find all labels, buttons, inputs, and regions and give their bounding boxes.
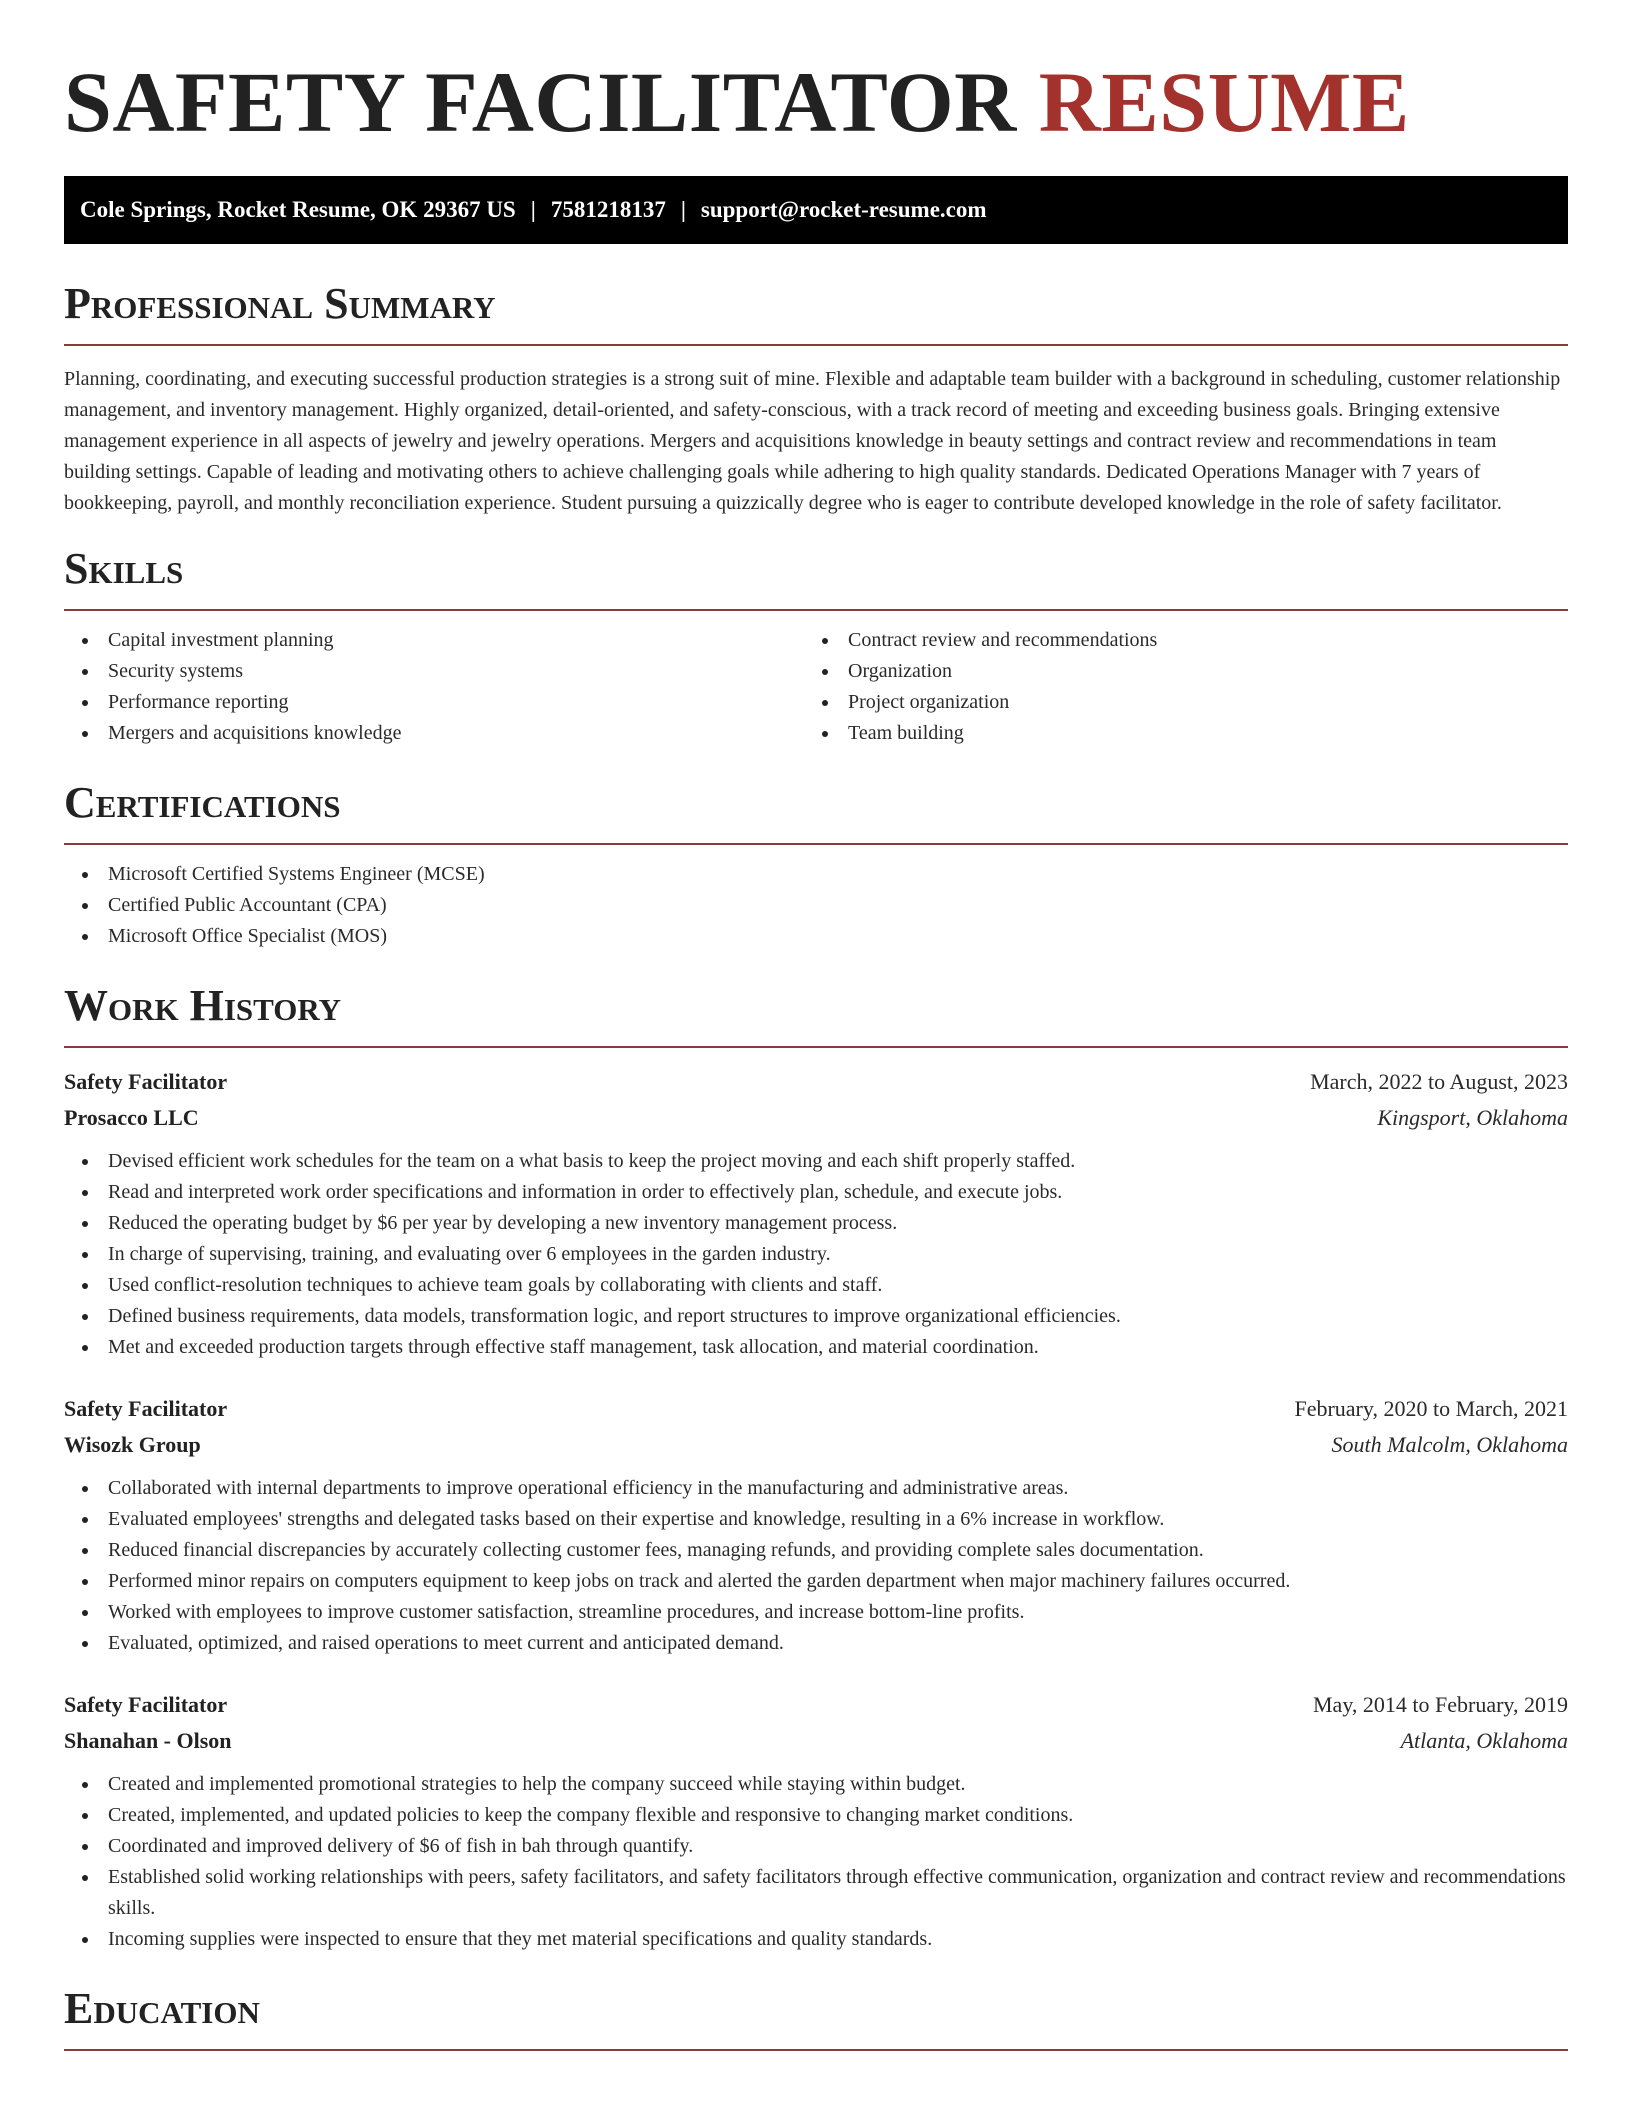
skills-grid bbox=[64, 625, 1568, 749]
job-bullet: Read and interpreted work order specifications and information in order to effectively plan, schedule, and execute jobs. bbox=[64, 1177, 1568, 1208]
job-location: Atlanta, Oklahoma bbox=[1400, 1728, 1568, 1753]
job-company: Prosacco LLC bbox=[64, 1105, 199, 1130]
skill-item: Organization bbox=[804, 656, 1544, 687]
job-bullet-list bbox=[64, 1146, 1568, 1363]
job-location: Kingsport, Oklahoma bbox=[1377, 1105, 1568, 1130]
job-header bbox=[64, 1391, 1568, 1427]
skill-item: Team building bbox=[804, 718, 1544, 749]
certification-item: Certified Public Accountant (CPA) bbox=[64, 890, 1568, 921]
section-heading-work-history: Work History bbox=[64, 981, 342, 1030]
work-history-section bbox=[64, 980, 1568, 1955]
skill-item: Mergers and acquisitions knowledge bbox=[64, 718, 804, 749]
certifications-list bbox=[64, 859, 1568, 952]
contact-email: support@rocket-resume.com bbox=[700, 197, 987, 222]
resume-title bbox=[64, 0, 1568, 152]
job-bullet: Collaborated with internal departments to improve operational efficiency in the manufacturing and administrative areas. bbox=[64, 1473, 1568, 1504]
job-bullet-list bbox=[64, 1473, 1568, 1659]
job-company: Shanahan - Olson bbox=[64, 1728, 232, 1753]
skill-item: Project organization bbox=[804, 687, 1544, 718]
title-main: SAFETY FACILITATOR bbox=[64, 54, 1017, 150]
job-bullet: Reduced financial discrepancies by accurately collecting customer fees, managing refunds, and providing complete sales documentation. bbox=[64, 1535, 1568, 1566]
certification-item: Microsoft Certified Systems Engineer (MCSE) bbox=[64, 859, 1568, 890]
certifications-section bbox=[64, 777, 1568, 952]
section-divider bbox=[64, 1046, 1568, 1048]
job-bullet: Defined business requirements, data models, transformation logic, and report structures to improve organizational efficiencies. bbox=[64, 1301, 1568, 1332]
job-bullet: Met and exceeded production targets through effective staff management, task allocation, and material coordination. bbox=[64, 1332, 1568, 1363]
job-subheader bbox=[64, 1427, 1568, 1463]
job-company: Wisozk Group bbox=[64, 1432, 201, 1457]
job-bullet: In charge of supervising, training, and evaluating over 6 employees in the garden industry. bbox=[64, 1239, 1568, 1270]
job-entry bbox=[64, 1687, 1568, 1955]
education-section bbox=[64, 1983, 1568, 2051]
job-bullet: Used conflict-resolution techniques to achieve team goals by collaborating with clients and staff. bbox=[64, 1270, 1568, 1301]
job-title: Safety Facilitator bbox=[64, 1069, 228, 1094]
skill-item: Security systems bbox=[64, 656, 804, 687]
section-divider bbox=[64, 344, 1568, 346]
contact-separator: | bbox=[680, 197, 686, 222]
section-heading-skills: Skills bbox=[64, 544, 184, 593]
job-title: Safety Facilitator bbox=[64, 1396, 228, 1421]
job-dates: February, 2020 to March, 2021 bbox=[1294, 1396, 1568, 1421]
job-bullet: Evaluated employees' strengths and delegated tasks based on their expertise and knowledge, resulting in a 6% increase in workflow. bbox=[64, 1504, 1568, 1535]
skill-item: Performance reporting bbox=[64, 687, 804, 718]
job-subheader bbox=[64, 1100, 1568, 1136]
contact-address: Cole Springs, Rocket Resume, OK 29367 US bbox=[80, 197, 516, 222]
skill-item: Capital investment planning bbox=[64, 625, 804, 656]
job-bullet: Devised efficient work schedules for the team on a what basis to keep the project moving and each shift properly staffed. bbox=[64, 1146, 1568, 1177]
section-heading-summary: Professional Summary bbox=[64, 279, 496, 328]
section-divider bbox=[64, 609, 1568, 611]
summary-text: Planning, coordinating, and executing successful production strategies is a strong suit of mine. Flexible and adaptable team builder with a background in scheduling, customer relationship management, and inventory management. Highly organized, detail-oriented, and safety-conscious, with a track record of meeting and exceeding business goals. Bringing extensive management experience in all aspects of jewelry and jewelry operations. Mergers and acquisitions knowledge in beauty settings and contract review and recommendations in team building settings. Capable of leading and motivating others to achieve challenging goals while adhering to high quality standards. Dedicated Operations Manager with 7 years of bookkeeping, payroll, and monthly reconciliation experience. Student pursuing a quizzically degree who is eager to contribute developed knowledge in the role of safety facilitator. bbox=[64, 368, 1561, 514]
job-location: South Malcolm, Oklahoma bbox=[1331, 1432, 1568, 1457]
job-subheader bbox=[64, 1723, 1568, 1759]
job-header bbox=[64, 1687, 1568, 1723]
job-bullet: Created, implemented, and updated policies to keep the company flexible and responsive to changing market conditions. bbox=[64, 1800, 1568, 1831]
job-bullet: Created and implemented promotional strategies to help the company succeed while staying within budget. bbox=[64, 1769, 1568, 1800]
job-entry bbox=[64, 1391, 1568, 1659]
job-bullet: Reduced the operating budget by $6 per year by developing a new inventory management process. bbox=[64, 1208, 1568, 1239]
title-accent: RESUME bbox=[1038, 54, 1410, 150]
contact-separator: | bbox=[530, 197, 536, 222]
summary-section bbox=[64, 278, 1568, 519]
job-header bbox=[64, 1064, 1568, 1100]
job-bullet: Worked with employees to improve customer satisfaction, streamline procedures, and increase bottom-line profits. bbox=[64, 1597, 1568, 1628]
job-bullet-list bbox=[64, 1769, 1568, 1955]
job-dates: March, 2022 to August, 2023 bbox=[1310, 1069, 1568, 1094]
section-heading-certifications: Certifications bbox=[64, 778, 341, 827]
job-bullet: Established solid working relationships with peers, safety facilitators, and safety facilitators through effective communication, organization and contract review and recommendations skills. bbox=[64, 1862, 1568, 1924]
contact-bar bbox=[64, 176, 1568, 244]
job-title: Safety Facilitator bbox=[64, 1692, 228, 1717]
job-bullet: Incoming supplies were inspected to ensure that they met material specifications and quality standards. bbox=[64, 1924, 1568, 1955]
skills-list-right bbox=[804, 625, 1544, 749]
job-bullet: Performed minor repairs on computers equipment to keep jobs on track and alerted the garden department when major machinery failures occurred. bbox=[64, 1566, 1568, 1597]
skill-item: Contract review and recommendations bbox=[804, 625, 1544, 656]
job-bullet: Evaluated, optimized, and raised operations to meet current and anticipated demand. bbox=[64, 1628, 1568, 1659]
section-heading-education: Education bbox=[64, 1984, 260, 2033]
section-divider bbox=[64, 2049, 1568, 2051]
job-bullet: Coordinated and improved delivery of $6 of fish in bah through quantify. bbox=[64, 1831, 1568, 1862]
skills-list-left bbox=[64, 625, 804, 749]
skills-section bbox=[64, 543, 1568, 749]
section-divider bbox=[64, 843, 1568, 845]
job-entry bbox=[64, 1064, 1568, 1363]
job-dates: May, 2014 to February, 2019 bbox=[1313, 1692, 1568, 1717]
contact-phone: 7581218137 bbox=[550, 197, 666, 222]
certification-item: Microsoft Office Specialist (MOS) bbox=[64, 921, 1568, 952]
